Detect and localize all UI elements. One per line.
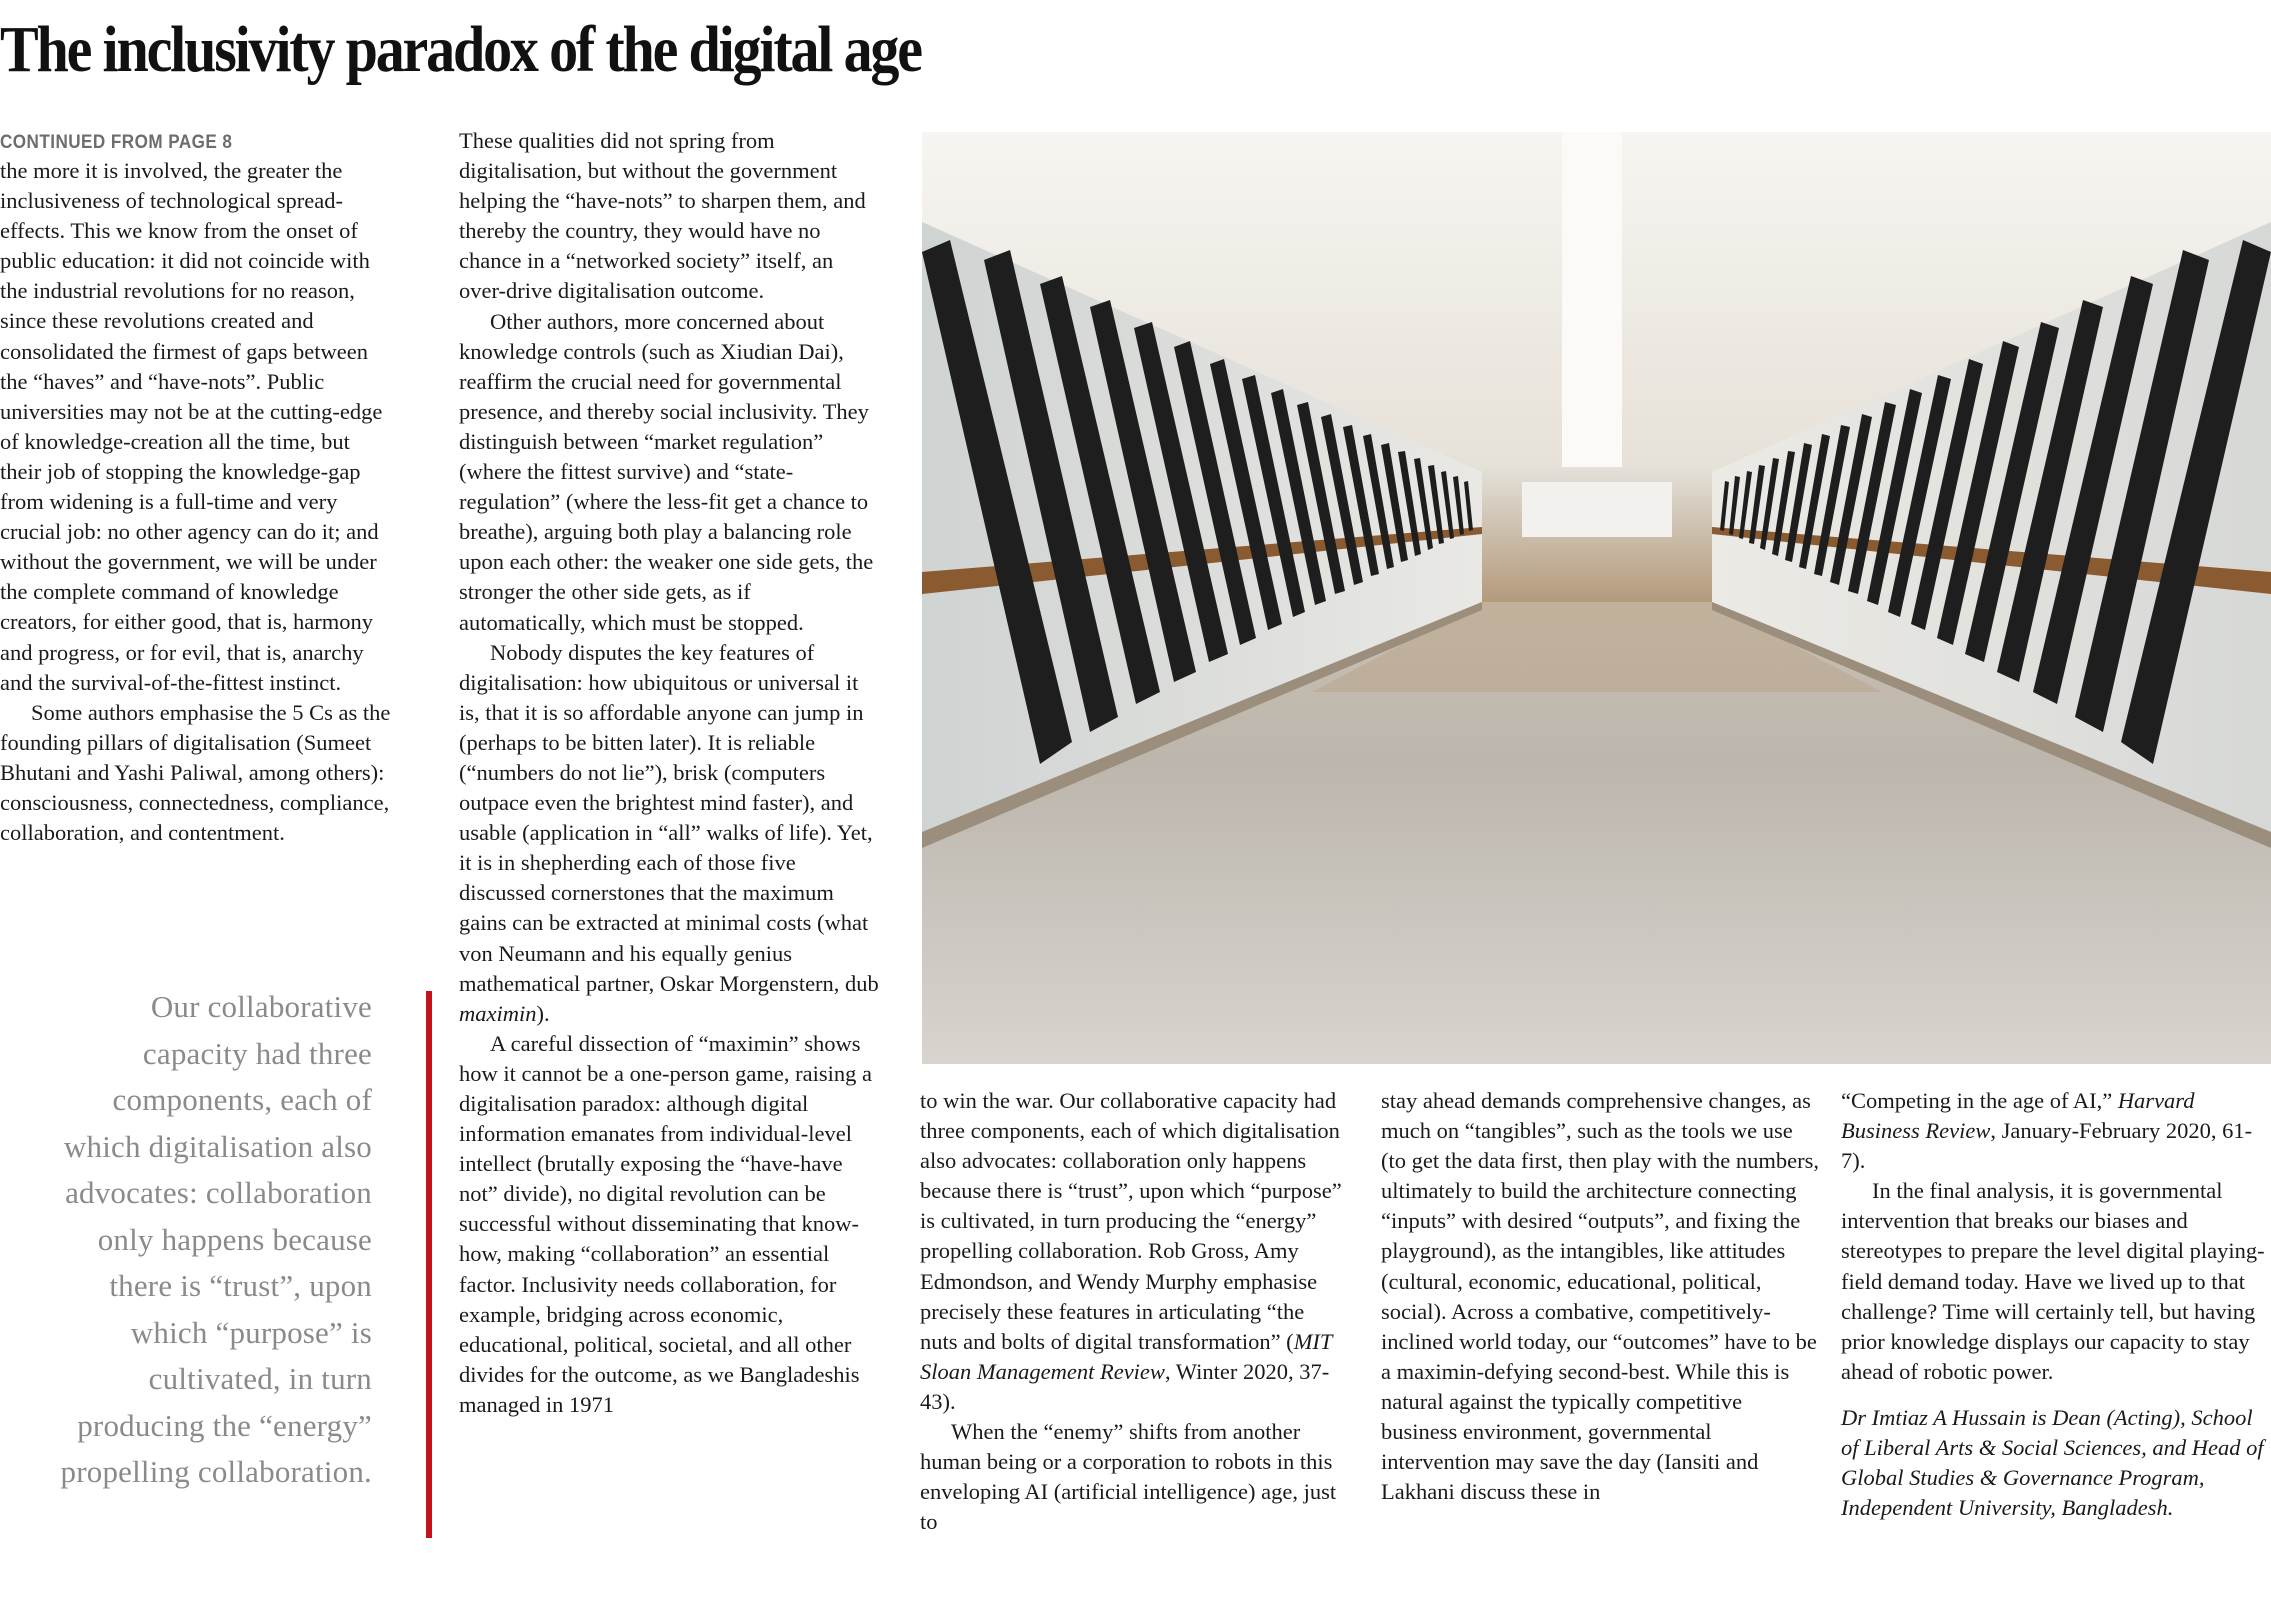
walkway-illustration [922,132,2271,1064]
article-photo-walkway [922,132,2271,1064]
publication-title: MIT Sloan Management Review [920,1328,1333,1384]
paragraph [459,638,883,1029]
headline: The inclusivity paradox of the digital age [0,13,921,86]
paragraph: In the final analysis, it is governmental intervention that breaks our biases and stereotypes to prepare the level digital playing-field demand today. Have we lived up to that challenge? Time will certainly tell, but having prior knowledge displays our capacity to stay ahead of robotic power. [1841,1178,2265,1384]
text-run: ). [536,1000,550,1026]
text-run: to win the war. Our collaborative capacity had three components, each of which digitalisation also advocates: collaboration only happens because there is “trust”, upon which “purpose” is cultivated, in turn producing the “energy” propelling collaboration. Rob Gross, Amy Edmondson, and Wendy Murphy emphasise precisely these features in articulating “the nuts and bolts of digital transformation” ( [920,1088,1342,1354]
text-run: “Competing in the age of AI,” [1841,1088,2118,1113]
publication-title: Harvard Business Review [1841,1088,2195,1144]
article-column-3 [920,1086,1346,1537]
author-bio: Dr Imtiaz A Hussain is Dean (Acting), School of Liberal Arts & Social Sciences, and Head of Global Studies & Governance Program, Independent University, Bangladesh. [1841,1404,2264,1521]
continued-from-label: CONTINUED FROM PAGE 8 [0,132,233,153]
pull-quote: Our collaborative capacity had three components, each of which digitalisation also advocates: collaboration only happens because there is “trust”, upon which “purpose” is cultivated, in turn producing the “energy” propelling collaboration. [60,989,372,1489]
emphasis-maximin: maximin [459,1000,537,1026]
paragraph: the more it is involved, the greater the inclusiveness of technological spread-effects. This we know from the onset of public education: it did not coincide with the industrial revolutions for no reason, since these revolutions created and consolidated the firmest of gaps between the “haves” and “have-nots”. Public universities may not be at the cutting-edge of knowledge-creation all the time, but their job of stopping the knowledge-gap from widening is a full-time and very crucial job: no other agency can do it; and without the government, we will be under the complete command of knowledge creators, for either good, that is, harmony and progress, or for evil, that is, anarchy and the survival-of-the-fittest instinct. [0,158,383,695]
paragraph: Other authors, more concerned about knowledge controls (such as Xiudian Dai), reaffirm the crucial need for governmental presence, and thereby social inclusivity. They distinguish between “market regulation” (where the fittest survive) and “state-regulation” (where the less-fit get a chance to breathe), arguing both play a balancing role upon each other: the weaker one side gets, the stronger the other side gets, as if automatically, which must be stopped. [459,308,874,635]
article-column-4 [1381,1086,1821,1507]
text-run: Nobody disputes the key features of digitalisation: how ubiquitous or universal it is, that it is so affordable anyone can jump in (perhaps to be bitten later). It is reliable (“numbers do not lie”), brisk (computers outpace even the brightest mind faster), and usable (application in “all” walks of life). Yet, it is in shepherding each of those five discussed cornerstones that the maximum gains can be extracted at minimal costs (what von Neumann and his equally genius mathematical partner, Oskar Morgenstern, dub [459,639,879,996]
paragraph: stay ahead demands comprehensive changes, as much on “tangibles”, such as the tools we use (to get the data first, then play with the numbers, ultimately to build the architecture connecting “inputs” with desired “outputs”, and fixing the playground), as the intangibles, like attitudes (cultural, economic, educational, political, social). Across a combative, competitively-inclined world today, our “outcomes” have to be a maximin-defying second-best. While this is natural against the typically competitive business environment, governmental intervention may save the day (Iansiti and Lakhani discuss these in [1381,1088,1820,1505]
paragraph [920,1086,1346,1417]
pull-quote-rule [426,991,432,1538]
text-run: , Winter 2020, 37-43). [920,1358,1330,1414]
article-column-5 [1841,1086,2271,1523]
paragraph [1841,1086,2271,1176]
paragraph: When the “enemy” shifts from another human being or a corporation to robots in this enveloping AI (artificial intelligence) age, just to [920,1419,1337,1535]
article-column-2 [459,126,883,1420]
paragraph: Some authors emphasise the 5 Cs as the founding pillars of digitalisation (Sumeet Bhutani and Yashi Paliwal, among others): consciousness, connectedness, compliance, collaboration, and contentment. [0,699,391,846]
paragraph: A careful dissection of “maximin” shows how it cannot be a one-person game, raising a digitalisation paradox: although digital information emanates from individual-level intellect (brutally exposing the “have-have not” divide), no digital revolution can be successful without disseminating that know-how, making “collaboration” an essential factor. Inclusivity needs collaboration, for example, bridging across economic, educational, political, societal, and all other divides for the outcome, as we Bangladeshis managed in 1971 [459,1030,872,1417]
article-column-1 [0,156,392,848]
text-run: , January-February 2020, 61-7). [1841,1118,2253,1174]
paragraph: These qualities did not spring from digitalisation, but without the government helping the “have-nots” to sharpen them, and thereby the country, they would have no chance in a “networked society” itself, an over-drive digitalisation outcome. [459,128,866,304]
